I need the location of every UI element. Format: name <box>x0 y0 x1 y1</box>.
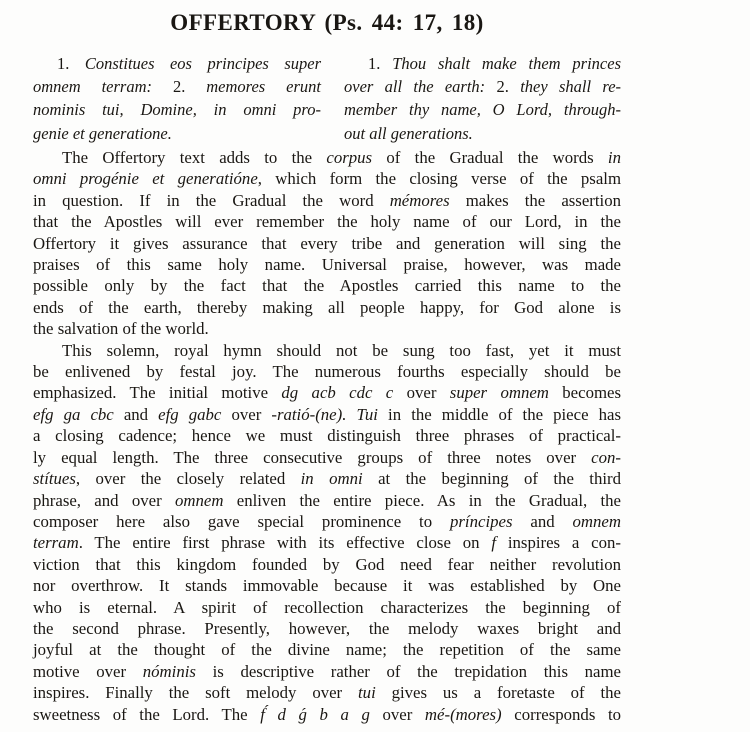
text-line: genie et generatione. <box>33 123 172 143</box>
text-line: emphasized. The initial motive dg acb cdc c over super omnem becomes <box>33 383 621 403</box>
text-line: The Offertory text adds to the corpus of the Gradual the words in <box>62 148 621 167</box>
text-line: sweetness of the Lord. The f́ d ǵ b a g over mé-(mores) corresponds to <box>33 704 622 724</box>
text-line: member thy name, O Lord, through- <box>344 100 621 120</box>
text-line: 1. Thou shalt make them princes <box>368 54 621 73</box>
text-line: be enlivened by festal joy. The numerous fourths especially should be <box>33 362 621 382</box>
text-line: phrase, and over omnem enliven the entire piece. As in the Gradual, the <box>33 490 621 510</box>
text-line: nominis tui, Domine, in omni pro- <box>33 100 321 120</box>
text-line: over all the earth: 2. they shall re- <box>344 77 622 97</box>
text-line: omni progénie et generatióne, which form the closing verse of the psalm <box>33 169 621 189</box>
text-line: possible only by the fact that the Apostles carried this name to the <box>33 276 621 296</box>
text-line: a closing cadence; hence we must distinguish three phrases of practical- <box>33 426 621 446</box>
text-line: the salvation of the world. <box>33 319 209 339</box>
text-line: efg ga cbc and efg gabc over -ratió-(ne). Tui in the middle of the piece has <box>33 404 621 424</box>
text-line: joyful at the thought of the divine name; the repetition of the same <box>33 640 621 660</box>
text-line: that the Apostles will ever remember the holy name of our Lord, in the <box>33 212 621 232</box>
text-line: ends of the earth, thereby making all people happy, for God alone is <box>33 297 621 317</box>
text-line: stítues, over the closely related in omni at the beginning of the third <box>33 469 621 489</box>
verse-column-latin <box>33 52 321 145</box>
text-line: who is eternal. A spirit of recollection characterizes the beginning of <box>33 597 621 617</box>
text-line: out all generations. <box>344 123 473 143</box>
text-line: terram. The entire first phrase with its effective close on f inspires a con- <box>33 533 621 553</box>
text-line: This solemn, royal hymn should not be sung too fast, yet it must <box>62 340 621 360</box>
body-paragraph <box>33 147 621 340</box>
body-paragraph <box>33 340 621 725</box>
text-line: Offertory it gives assurance that every tribe and generation will sing the <box>33 233 621 253</box>
text-line: the second phrase. Presently, however, the melody waxes bright and <box>33 618 621 638</box>
text-line: ly equal length. The three consecutive groups of three notes over con- <box>33 447 621 467</box>
text-line: omnem terram: 2. memores erunt <box>33 77 321 97</box>
verse-columns <box>33 52 621 145</box>
text-line: inspires. Finally the soft melody over tui gives us a foretaste of the <box>33 683 622 703</box>
text-line: in question. If in the Gradual the word mémores makes the assertion <box>33 190 621 210</box>
text-line: praises of this same holy name. Universal praise, however, was made <box>33 255 621 275</box>
text-line: motive over nóminis is descriptive rather of the trepidation this name <box>33 661 621 681</box>
page-title: OFFERTORY (Ps. 44: 17, 18) <box>170 10 484 35</box>
text-line: 1. Constitues eos principes super <box>57 54 321 73</box>
verse-column-english <box>344 52 621 145</box>
text-line: nor overthrow. It stands immovable because it was established by One <box>33 576 621 596</box>
text-line: composer here also gave special prominence to príncipes and omnem <box>33 511 621 531</box>
text-line: viction that this kingdom founded by God need fear neither revolution <box>33 554 621 574</box>
body-text <box>33 147 621 725</box>
